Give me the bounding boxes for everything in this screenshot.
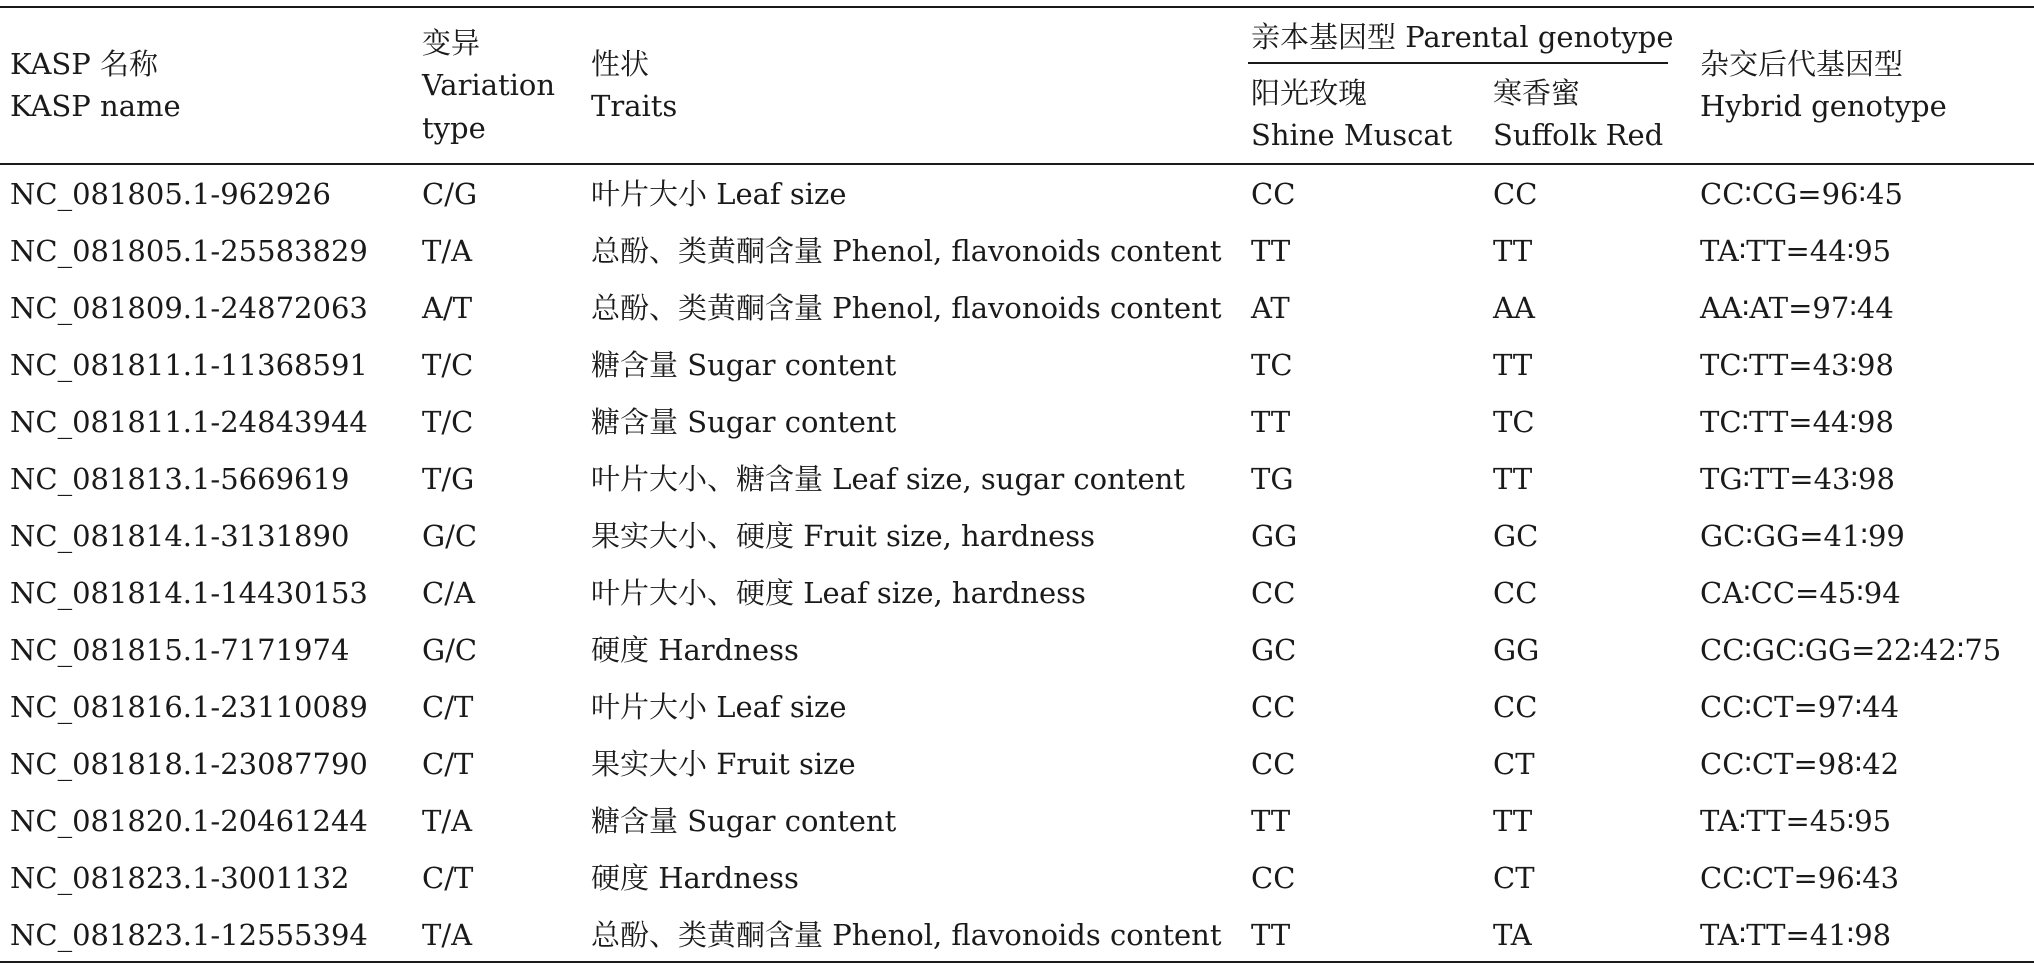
cell-trait: 总酚、类黄酮含量 Phenol, flavonoids content [591,234,1222,268]
header-suffolk-red-cn: 寒香蜜 [1493,76,1581,110]
cell-hybrid-genotype: CC∶GC∶GG=22∶42∶75 [1700,633,2002,667]
cell-kasp-name: NC_081815.1-7171974 [10,633,350,667]
cell-shine-muscat: TT [1251,804,1291,838]
cell-suffolk-red: GC [1493,519,1539,553]
cell-shine-muscat: GC [1251,633,1297,667]
cell-shine-muscat: TC [1251,348,1293,382]
cell-variation: A/T [422,291,473,325]
cell-variation: T/C [422,405,474,439]
cell-variation: C/G [422,177,478,211]
cell-variation: T/A [422,918,473,952]
cell-trait: 果实大小 Fruit size [591,747,856,781]
cell-shine-muscat: CC [1251,861,1296,895]
cell-hybrid-genotype: CC∶CT=97∶44 [1700,690,1900,724]
cell-trait: 叶片大小 Leaf size [591,177,847,211]
cell-hybrid-genotype: CC∶CT=98∶42 [1700,747,1900,781]
header-kasp-name-en: KASP name [10,89,181,123]
header-shine-muscat-cn: 阳光玫瑰 [1251,76,1368,110]
cell-variation: T/C [422,348,474,382]
cell-suffolk-red: CC [1493,576,1538,610]
cell-shine-muscat: TG [1251,462,1294,496]
cell-trait: 叶片大小、硬度 Leaf size, hardness [591,576,1086,610]
cell-trait: 总酚、类黄酮含量 Phenol, flavonoids content [591,918,1222,952]
header-variation-type: type [422,111,486,145]
cell-variation: G/C [422,633,478,667]
cell-suffolk-red: CT [1493,861,1535,895]
cell-kasp-name: NC_081823.1-3001132 [10,861,350,895]
cell-variation: T/G [422,462,475,496]
cell-variation: T/A [422,234,473,268]
cell-variation: G/C [422,519,478,553]
header-hybrid-genotype-cn: 杂交后代基因型 [1700,47,1904,81]
header-shine-muscat-en: Shine Muscat [1251,118,1453,152]
cell-kasp-name: NC_081816.1-23110089 [10,690,368,724]
header-variation-cn: 变异 [422,26,481,60]
header-traits-cn: 性状 [591,47,650,81]
cell-shine-muscat: TT [1251,405,1291,439]
cell-shine-muscat: CC [1251,177,1296,211]
cell-kasp-name: NC_081823.1-12555394 [10,918,368,952]
cell-suffolk-red: TT [1493,348,1533,382]
cell-hybrid-genotype: TC∶TT=44∶98 [1700,405,1894,439]
header-suffolk-red-en: Suffolk Red [1493,118,1664,152]
cell-shine-muscat: CC [1251,690,1296,724]
cell-shine-muscat: CC [1251,576,1296,610]
cell-suffolk-red: CC [1493,690,1538,724]
cell-trait: 糖含量 Sugar content [591,348,897,382]
header-kasp-name-cn: KASP 名称 [10,47,159,81]
cell-suffolk-red: CT [1493,747,1535,781]
cell-kasp-name: NC_081805.1-25583829 [10,234,368,268]
cell-suffolk-red: CC [1493,177,1538,211]
cell-suffolk-red: AA [1493,291,1535,325]
cell-hybrid-genotype: CC∶CT=96∶43 [1700,861,1900,895]
header-parental-genotype: 亲本基因型 Parental genotype [1251,20,1674,54]
cell-hybrid-genotype: CA∶CC=45∶94 [1700,576,1901,610]
cell-hybrid-genotype: CC∶CG=96∶45 [1700,177,1903,211]
table-top-rule [0,6,2034,8]
cell-variation: C/T [422,747,474,781]
cell-suffolk-red: TT [1493,462,1533,496]
cell-suffolk-red: TT [1493,234,1533,268]
cell-shine-muscat: GG [1251,519,1298,553]
cell-hybrid-genotype: TA∶TT=45∶95 [1700,804,1892,838]
cell-kasp-name: NC_081818.1-23087790 [10,747,368,781]
cell-trait: 硬度 Hardness [591,633,799,667]
cell-hybrid-genotype: AA∶AT=97∶44 [1700,291,1894,325]
cell-hybrid-genotype: TG∶TT=43∶98 [1700,462,1895,496]
cell-trait: 糖含量 Sugar content [591,804,897,838]
cell-suffolk-red: TA [1493,918,1532,952]
header-hybrid-genotype-en: Hybrid genotype [1700,89,1947,123]
cell-variation: C/T [422,861,474,895]
cell-trait: 叶片大小 Leaf size [591,690,847,724]
cell-shine-muscat: TT [1251,234,1291,268]
cell-kasp-name: NC_081811.1-11368591 [10,348,368,382]
cell-hybrid-genotype: TC∶TT=43∶98 [1700,348,1894,382]
cell-kasp-name: NC_081811.1-24843944 [10,405,368,439]
cell-trait: 硬度 Hardness [591,861,799,895]
table-bottom-rule [0,961,2034,963]
cell-trait: 果实大小、硬度 Fruit size, hardness [591,519,1096,553]
cell-kasp-name: NC_081813.1-5669619 [10,462,350,496]
cell-kasp-name: NC_081814.1-3131890 [10,519,350,553]
cell-suffolk-red: TT [1493,804,1533,838]
cell-hybrid-genotype: TA∶TT=44∶95 [1700,234,1892,268]
cell-kasp-name: NC_081820.1-20461244 [10,804,368,838]
cell-kasp-name: NC_081809.1-24872063 [10,291,368,325]
cell-suffolk-red: TC [1493,405,1535,439]
cell-variation: T/A [422,804,473,838]
cell-hybrid-genotype: GC∶GG=41∶99 [1700,519,1905,553]
cell-shine-muscat: AT [1251,291,1290,325]
cell-suffolk-red: GG [1493,633,1540,667]
cell-trait: 叶片大小、糖含量 Leaf size, sugar content [591,462,1185,496]
cell-shine-muscat: TT [1251,918,1291,952]
cell-kasp-name: NC_081805.1-962926 [10,177,331,211]
cell-variation: C/T [422,690,474,724]
cell-variation: C/A [422,576,475,610]
header-variation-en: Variation [422,68,556,102]
cell-trait: 糖含量 Sugar content [591,405,897,439]
cell-kasp-name: NC_081814.1-14430153 [10,576,368,610]
header-traits-en: Traits [591,89,678,123]
parental-group-rule [1248,62,1668,64]
cell-shine-muscat: CC [1251,747,1296,781]
cell-hybrid-genotype: TA∶TT=41∶98 [1700,918,1892,952]
header-bottom-rule [0,163,2034,165]
cell-trait: 总酚、类黄酮含量 Phenol, flavonoids content [591,291,1222,325]
